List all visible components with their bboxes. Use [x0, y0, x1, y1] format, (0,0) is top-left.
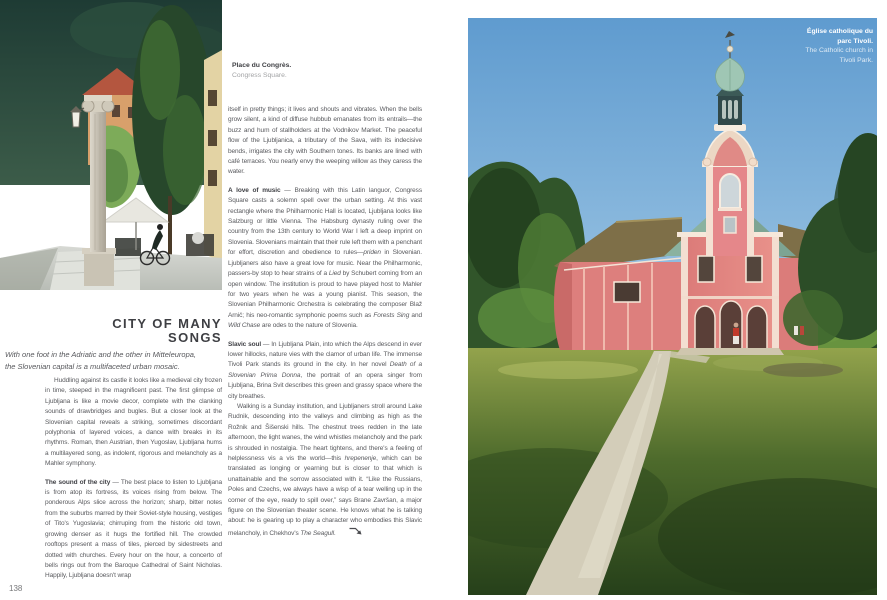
article-continue-arrow-icon: [340, 527, 362, 539]
paragraph-lead: The sound of the city: [45, 478, 111, 486]
standfirst-line2: the Slovenian capital is a multifaceted urban mosaic.: [5, 361, 180, 371]
tivoli-church-photo: [468, 18, 877, 595]
body-paragraph: itself in pretty things; it lives and shouts and vibrates. When the bells grow silent, a kind of diffuse hubbub emanates from its entrails—the buzz and hum of stallholders at the Vodnikov Market. The peaceful flow of the Ljubljanica, a tributary of the Sava, with its indecisive bends, irrigates the city with Southern tones. Its banks are lined with café terraces. You nearly envy the weeping willow as they caress the water.: [228, 106, 422, 176]
right-caption-french: Église catholique du parc Tivoli.: [806, 28, 873, 45]
body-paragraph: [228, 186, 422, 332]
tivoli-church-illustration: [468, 18, 877, 595]
congress-square-illustration: [0, 0, 222, 290]
article-column-right: [228, 105, 422, 547]
article-title: [0, 317, 222, 344]
right-photo-caption: [799, 27, 873, 65]
paragraph-text: Walking is a Sunday institution, and Ljubljaners stroll around Lake Rudnik, descending into the valleys and climbing as high as the Rožnik and Šišenski hills. The chestnut trees redden in the late afternoon, the light wanes, the wind whistles melancholy and the park is shrouded in nostalgia. The heart tightens, and there's a feeling of helplessness vis a vis the world—this hrepenenje, which can be translated as longing or yearning but is closer to that which is unattainable and the sorrow associated with it. “Like the Russians, Poles and Czechs, we always have a wisp of a tear welling up in the corner of the eye, ready to spill over,” says Brane Završan, a major figure on the Slovenian theater scene. He knows what he is talking about: he is gearing up to play a character who embodies this Slavic melancholy, in Chekhov's The Seagull.: [228, 402, 422, 537]
paragraph-text: — The best place to listen to Ljubljana is from atop its fortress, its voices rising from below. The ponderous Alps slice across the horizon; sharp, bitter notes from the suburbs marred by their Soviet-style housing, vestiges of Tito's Yugoslavia; chirruping from the historic old town, growing denser as it hugs the fortified hill. The crowded rooftops present a mass of tiles, pierced by sidestreets and dotted with churches. Every hour on the hour, a concerto of bells rings out from the Baroque Cathedral of Saint Nicholas. Happily, Ljubljana doesn't wrap: [45, 478, 222, 580]
body-paragraph: [228, 340, 422, 402]
left-photo-caption: [232, 61, 352, 80]
left-caption-french: Place du Congrès.: [232, 62, 292, 69]
left-caption-english: Congress Square.: [232, 71, 287, 79]
body-paragraph: [228, 402, 422, 539]
page-number: 138: [9, 584, 23, 593]
article-title-line1: CITY OF MANY: [112, 316, 222, 331]
article-column-left: [45, 376, 222, 590]
body-paragraph: [45, 478, 222, 582]
article-standfirst: [5, 349, 255, 372]
paragraph-text: — Breaking with this Latin languor, Congress Square casts a solemn spell over the urban setting. At this vast rectangle where the Philharmonic Hall is located, Ljubljana looks like Salzburg or little Vienna. The Habsburg dynasty ruling over the country from the 13th century to World War I left a deep imprint on Slovenia. Slovenians maintain that their rule left them with a penchant for effort, discretion and obedience to rules—priden in Slovenian. Ljubljaners also have a great love for music. Near the Philharmonic, passers-by stop to hear strains of a Lied by Schubert coming from an open window. The institution is proud to have played host to Mahler for two years when he was a young pianist. This season, the Slovenian Philharmonic Orchestra is celebrating the composer Blaž Arnič; his neo-romantic symphonic poems such as Forests Sing and Wild Chase are odes to the nature of Slovenia.: [228, 186, 422, 330]
paragraph-lead: Slavic soul: [228, 340, 262, 348]
standfirst-line1: With one foot in the Adriatic and the other in Mitteleuropa,: [5, 350, 197, 359]
paragraph-lead: A love of music: [228, 186, 281, 194]
article-title-line2: SONGS: [168, 329, 222, 345]
paragraph-text: — In Ljubljana Plain, into which the Alps descend in ever lower hillocks, nature vies with the clamor of urban life. The immense Tivoli Park stands its ground in the city. In her novel Death of a Slovenian Prima Donna, the portrait of an opera singer from Ljubljana, Brina Svit describes this green and grassy space where the city breathes.: [228, 340, 422, 400]
congress-square-photo: [0, 0, 222, 290]
body-paragraph: Huddling against its castle it looks like a medieval city frozen in time, steeped in the magnificent past. The first glimpse of Ljubljana is like a movie decor, complete with the clanking sounds of drawbridges and bugles. But a closer look at the Slovenian capital reveals a striking, sometimes discordant polyphonia of layered voices, a dance with breaks in its rhythms. Roman, then Austrian, then Yugoslav, Ljubljana hums a multilayered song, as indolent, rigorous and melancholy as a Mahler symphony.: [45, 377, 222, 468]
right-caption-english: The Catholic church in Tivoli Park.: [805, 47, 873, 64]
